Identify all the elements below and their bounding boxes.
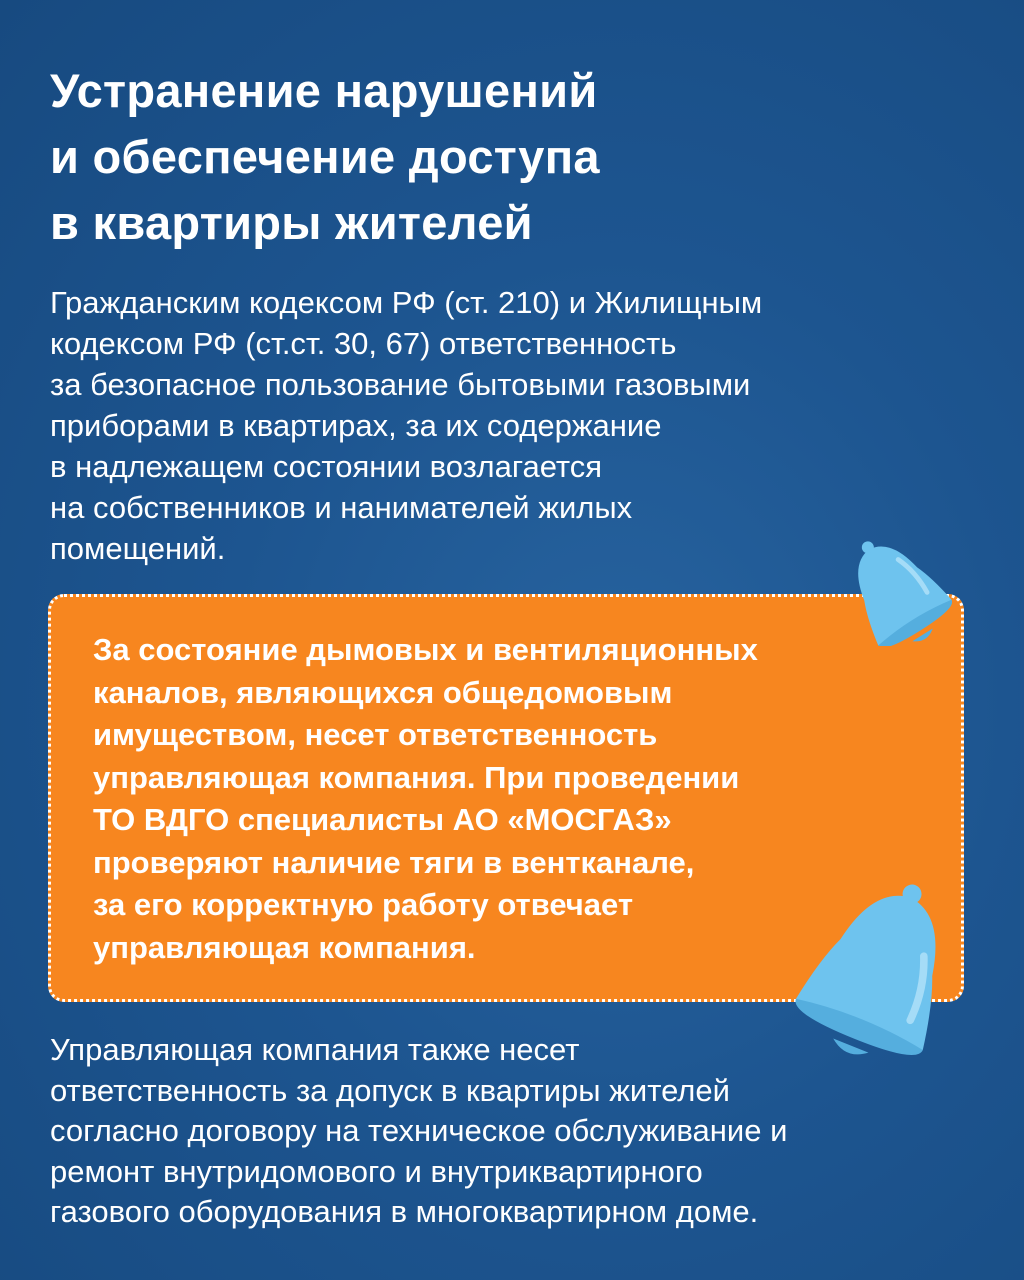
intro-line: помещений. — [50, 531, 226, 566]
intro-line: за безопасное пользование бытовыми газовыми — [50, 367, 751, 402]
intro-line: на собственников и нанимателей жилых — [50, 490, 633, 525]
callout-line: каналов, являющихся общедомовым — [93, 674, 673, 710]
bell-icon — [832, 526, 952, 646]
footer-line: газового оборудования в многоквартирном доме. — [50, 1194, 759, 1229]
intro-line: приборами в квартирах, за их содержание — [50, 408, 662, 443]
footer-line: ответственность за допуск в квартиры жителей — [50, 1072, 730, 1108]
title-line: и обеспечение доступа — [50, 130, 600, 183]
page-title — [50, 58, 950, 256]
title-line: в квартиры жителей — [50, 196, 533, 249]
callout-line: управляющая компания. При проведении — [93, 759, 740, 795]
intro-line: в надлежащем состоянии возлагается — [50, 449, 603, 484]
callout-text — [93, 629, 758, 969]
callout-line: проверяют наличие тяги в вентканале, — [93, 844, 695, 880]
intro-line: Гражданским кодексом РФ (ст. 210) и Жилищным — [50, 285, 763, 320]
footer-line: ремонт внутридомового и внутриквартирного — [50, 1153, 703, 1189]
footer-line: Управляющая компания также несет — [50, 1032, 580, 1067]
callout-line: за его корректную работу отвечает — [93, 887, 634, 922]
callout-line: управляющая компания. — [93, 929, 476, 965]
callout-line: ТО ВДГО специалисты АО «МОСГАЗ» — [93, 802, 672, 837]
intro-line: кодексом РФ (ст.ст. 30, 67) ответственность — [50, 326, 677, 361]
footer-paragraph — [50, 1030, 990, 1233]
bell-icon — [790, 866, 980, 1056]
footer-line: согласно договору на техническое обслуживание и — [50, 1113, 788, 1148]
callout-line: имуществом, несет ответственность — [93, 717, 658, 752]
callout-line: За состояние дымовых и вентиляционных — [93, 632, 758, 667]
title-line: Устранение нарушений — [50, 64, 598, 117]
